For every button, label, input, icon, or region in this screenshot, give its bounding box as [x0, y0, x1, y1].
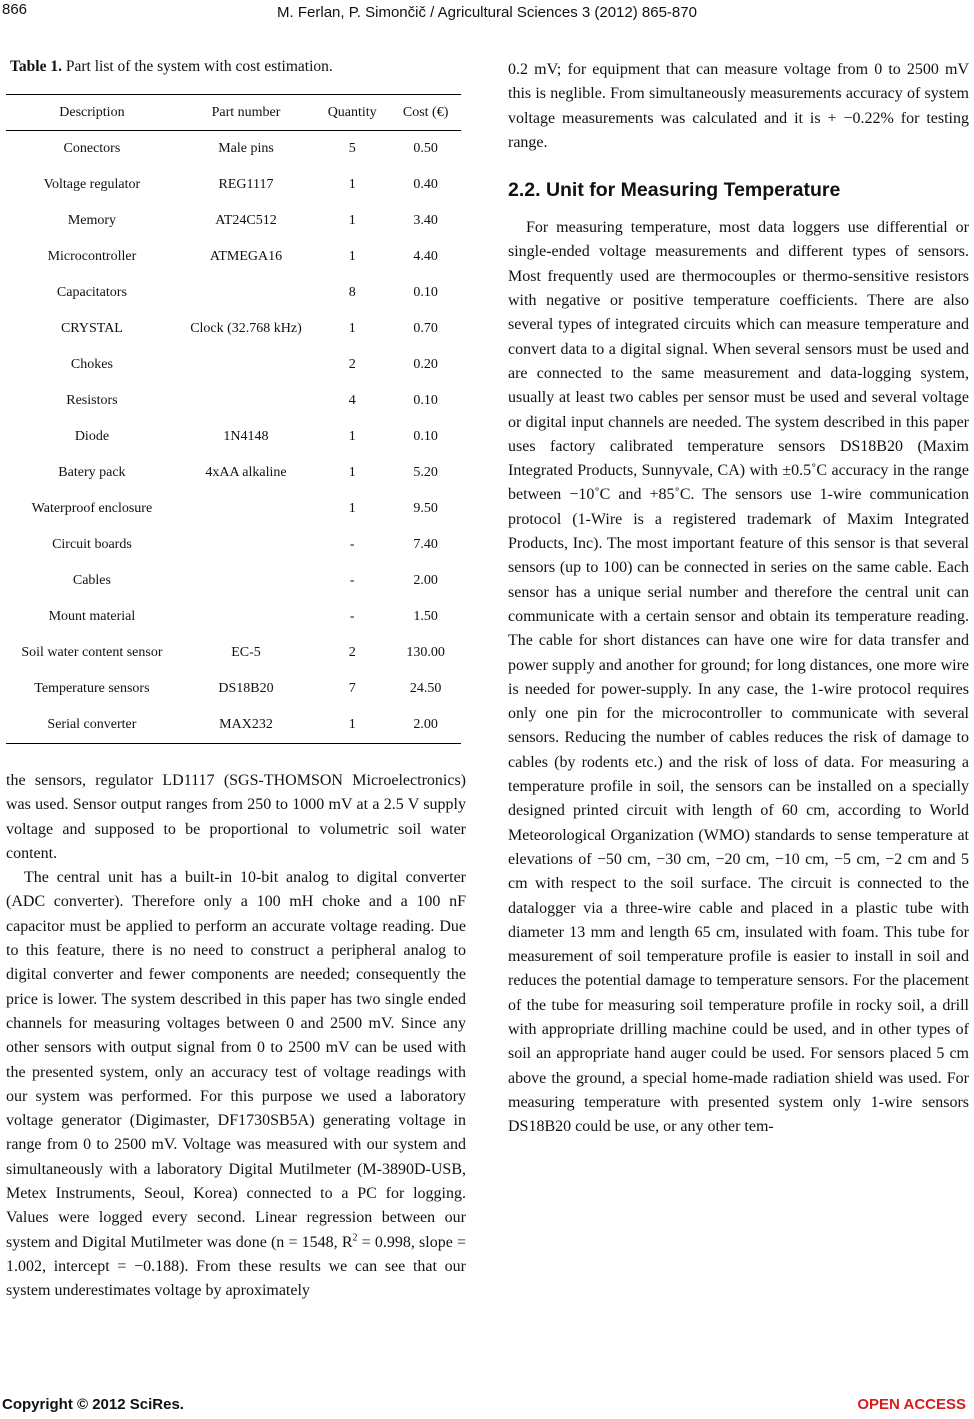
table-row [6, 599, 461, 635]
cell-description: Resistors [66, 393, 118, 408]
cell-description: Temperature sensors [34, 681, 150, 696]
paragraph-part: = 0.998, slope = 1.002, intercept = −0.188). From these results we can see that our system underestimates voltage by aproximately [6, 1233, 466, 1300]
cell-cost: 2.00 [390, 707, 461, 744]
cell-quantity: 1 [348, 249, 356, 264]
table-caption [10, 58, 466, 76]
paragraph: 0.2 mV; for equipment that can measure voltage from 0 to 2500 mV this is neglible. From simultaneously measurements accuracy of system voltage measurements was calculated and it is + −0.22% for testing range. [508, 61, 969, 151]
cell-quantity: 8 [348, 285, 356, 300]
left-body-text [6, 769, 466, 1304]
cell-description: Serial converter [6, 707, 178, 744]
cell-description: Circuit boards [52, 537, 132, 552]
cell-quantity: - [349, 537, 355, 552]
cell-part-number [178, 527, 314, 563]
cell-part-number [178, 347, 314, 383]
cell-cost: 0.20 [413, 357, 438, 372]
cell-cost: 9.50 [413, 501, 438, 516]
cell-description: Conectors [63, 141, 121, 156]
table-row [6, 527, 461, 563]
cell-description: Voltage regulator [43, 177, 141, 192]
cell-quantity: 1 [348, 429, 356, 444]
paragraph: the sensors, regulator LD1117 (SGS-THOMSON Microelectronics) was used. Sensor output ranges from 250 to 1000 mV at a 2.5 V supply voltage and supposed to be proportional to volumetric soil water content. [6, 772, 466, 862]
cell-description: Chokes [70, 357, 113, 372]
table-row [6, 383, 461, 419]
cell-part-number: 1N4148 [223, 429, 269, 444]
table-row [6, 239, 461, 275]
cell-part-number: AT24C512 [215, 213, 277, 228]
cell-part-number: Clock (32.768 kHz) [190, 321, 302, 336]
column-header-part-number: Part number [178, 95, 314, 131]
cell-part-number: MAX232 [178, 707, 314, 744]
cell-description: Soil water content sensor [21, 645, 163, 660]
cell-quantity: 4 [348, 393, 356, 408]
table-caption-label: Table 1. [10, 58, 62, 75]
table-row [6, 275, 461, 311]
cell-quantity: - [349, 573, 355, 588]
column-header-cost: Cost (€) [390, 95, 461, 131]
cell-description: Cables [72, 573, 111, 588]
cell-cost: 1.50 [413, 609, 438, 624]
cell-quantity: - [349, 609, 355, 624]
cell-description: Microcontroller [47, 249, 137, 264]
table-row [6, 707, 461, 744]
cell-cost: 4.40 [413, 249, 438, 264]
page-number: 866 [2, 1, 28, 18]
table-row [6, 563, 461, 599]
cell-quantity: 1 [314, 707, 390, 744]
cell-description: Batery pack [58, 465, 126, 480]
cell-cost: 24.50 [409, 681, 442, 696]
cell-part-number: 4xAA alkaline [205, 465, 287, 480]
cell-quantity: 1 [348, 501, 356, 516]
cell-part-number: ATMEGA16 [209, 249, 283, 264]
cell-part-number: EC-5 [231, 645, 261, 660]
cell-cost: 0.10 [413, 429, 438, 444]
cell-quantity: 2 [348, 645, 356, 660]
cell-part-number [178, 383, 314, 419]
cell-quantity: 1 [348, 213, 356, 228]
cell-quantity: 1 [348, 321, 356, 336]
cell-cost: 0.70 [413, 321, 438, 336]
cell-cost: 2.00 [413, 573, 438, 588]
cell-part-number [178, 599, 314, 635]
cell-quantity: 7 [348, 681, 356, 696]
table-row [6, 671, 461, 707]
cell-part-number [178, 563, 314, 599]
left-column [6, 58, 466, 1304]
cell-cost: 7.40 [413, 537, 438, 552]
section-heading: 2.2. Unit for Measuring Temperature [508, 179, 841, 202]
right-column [508, 58, 969, 1139]
table-row [6, 347, 461, 383]
cell-description: Memory [67, 213, 117, 228]
table-row [6, 311, 461, 347]
table-body [6, 131, 461, 744]
cell-part-number: DS18B20 [218, 681, 274, 696]
cell-cost: 5.20 [413, 465, 438, 480]
cell-cost: 0.10 [413, 393, 438, 408]
table-header-row [6, 95, 461, 131]
cell-cost: 130.00 [406, 645, 445, 660]
parts-table [6, 94, 461, 744]
table-row [6, 455, 461, 491]
paragraph-part: The central unit has a built-in 10-bit analog to digital converter (ADC converter). Therefore only a 100 mH choke and a 100 nF capacitor must be applied to perform an accurate voltage reading. Due to this feature, there is no need to construct a peripheral analog to digital converter and fewer components are needed; consequently the price is lower. The system described in this paper has two single ended channels for measuring voltages between 0 and 2500 mV. Since any other sensors with output signal from 0 to 2500 mV can be used with the presented system, only an accuracy test of voltage readings with our system was performed. For this purpose we used a laboratory voltage generator (Digimaster, DF1730SB5A) generating voltage in range from 0 to 2500 mV. Voltage was measured with our system and simultaneously with a laboratory Digital Mutilmeter (M-3890D-USB, Metex Instruments, Seoul, Korea) connected to a PC for logging. Values were logged every second. Linear regression between our system and Digital Mutilmeter was done (n = 1548, R [6, 869, 466, 1251]
running-title: M. Ferlan, P. Simončič / Agricultural Sciences 3 (2012) 865-870 [277, 4, 697, 21]
footer-open-access: OPEN ACCESS [857, 1396, 966, 1413]
cell-quantity: 1 [348, 177, 356, 192]
cell-quantity: 1 [348, 465, 356, 480]
superscript: 2 [352, 1232, 358, 1244]
cell-description: Capacitators [56, 285, 127, 300]
cell-cost: 3.40 [413, 213, 438, 228]
table-row [6, 635, 461, 671]
cell-description: CRYSTAL [60, 321, 123, 336]
paragraph: For measuring temperature, most data loggers use differential or single-ended voltage measurements and different types of sensors. Most frequently used are thermocouples or thermo-sensitive resistors with negative or positive temperature coefficients. There are also several types of integrated circuits which can measure temperature and convert data to a digital signal. When several sensors must be used and are connected to the same measurement and data-logging system, usually at least two cables per sensor must be used and several voltage or digital input channels are needed. The system described in this paper uses factory calibrated temperature sensors DS18B20 (Maxim Integrated Products, Sunnyvale, CA) with ±0.5˚C accuracy in the range between −10˚C and +85˚C. The sensors use 1-wire communication protocol (1-Wire is a registered trademark of Maxim Integrated Products, Inc). The most important feature of this sensor is that several sensors (up to 100) can be connected in series on the same cable. Each sensor has a unique serial number and therefore the central unit can communicate with a certain sensor and obtain its temperature reading. The cable for short distances can have one wire for data transfer and power supply and another for ground; for long distances, one more wire is needed for power-supply. In any case, the 1-wire protocol requires only one pin for the microcontroller to communicate with several sensors. Reducing the number of cables reduces the risk of damage to cables (by rodents etc.) and the risk of loss of data. For measuring a temperature profile in soil, the sensors can be installed on a specially designed printed circuit with length of 60 cm, according to World Meteorological Organization (WMO) standards to sense temperature at elevations of −50 cm, −30 cm, −20 cm, −10 cm, −5 cm, −2 cm and 5 cm with respect to the soil surface. The circuit is connected to the datalogger via a three-wire cable and placed in a plastic tube with diameter 13 mm and length 65 cm, insulated with foam. This tube for measurement of soil temperature profile is easier to install in soil and reduces the potential damage to temperature sensors. For the placement of the tube for measuring soil temperature profile in rocky soil, a drill with appropriate drilling machine could be used, and in other types of soil an appropriate hand auger could be used. For sensors placed 5 cm above the ground, a special home-made radiation shield was used. For measuring temperature with presented system only 1-wire sensors DS18B20 could be use, or any other tem- [508, 219, 969, 1136]
cell-quantity: 5 [348, 141, 356, 156]
cell-cost: 0.50 [413, 141, 438, 156]
column-header-quantity: Quantity [314, 95, 390, 131]
cell-part-number [178, 275, 314, 311]
cell-part-number: Male pins [218, 141, 274, 156]
cell-cost: 0.40 [413, 177, 438, 192]
column-header-description: Description [6, 95, 178, 131]
cell-part-number [178, 491, 314, 527]
table-row [6, 203, 461, 239]
footer-copyright: Copyright © 2012 SciRes. [2, 1396, 184, 1413]
table-row [6, 419, 461, 455]
cell-cost: 0.10 [413, 285, 438, 300]
table-caption-text: Part list of the system with cost estimation. [61, 58, 333, 75]
table-row [6, 131, 461, 168]
table-row [6, 491, 461, 527]
cell-description: Waterproof enclosure [31, 501, 153, 516]
cell-description: Diode [74, 429, 110, 444]
cell-quantity: 2 [348, 357, 356, 372]
cell-part-number: REG1117 [218, 177, 274, 192]
paragraph [6, 866, 466, 1303]
cell-description: Mount material [48, 609, 136, 624]
table-row [6, 167, 461, 203]
